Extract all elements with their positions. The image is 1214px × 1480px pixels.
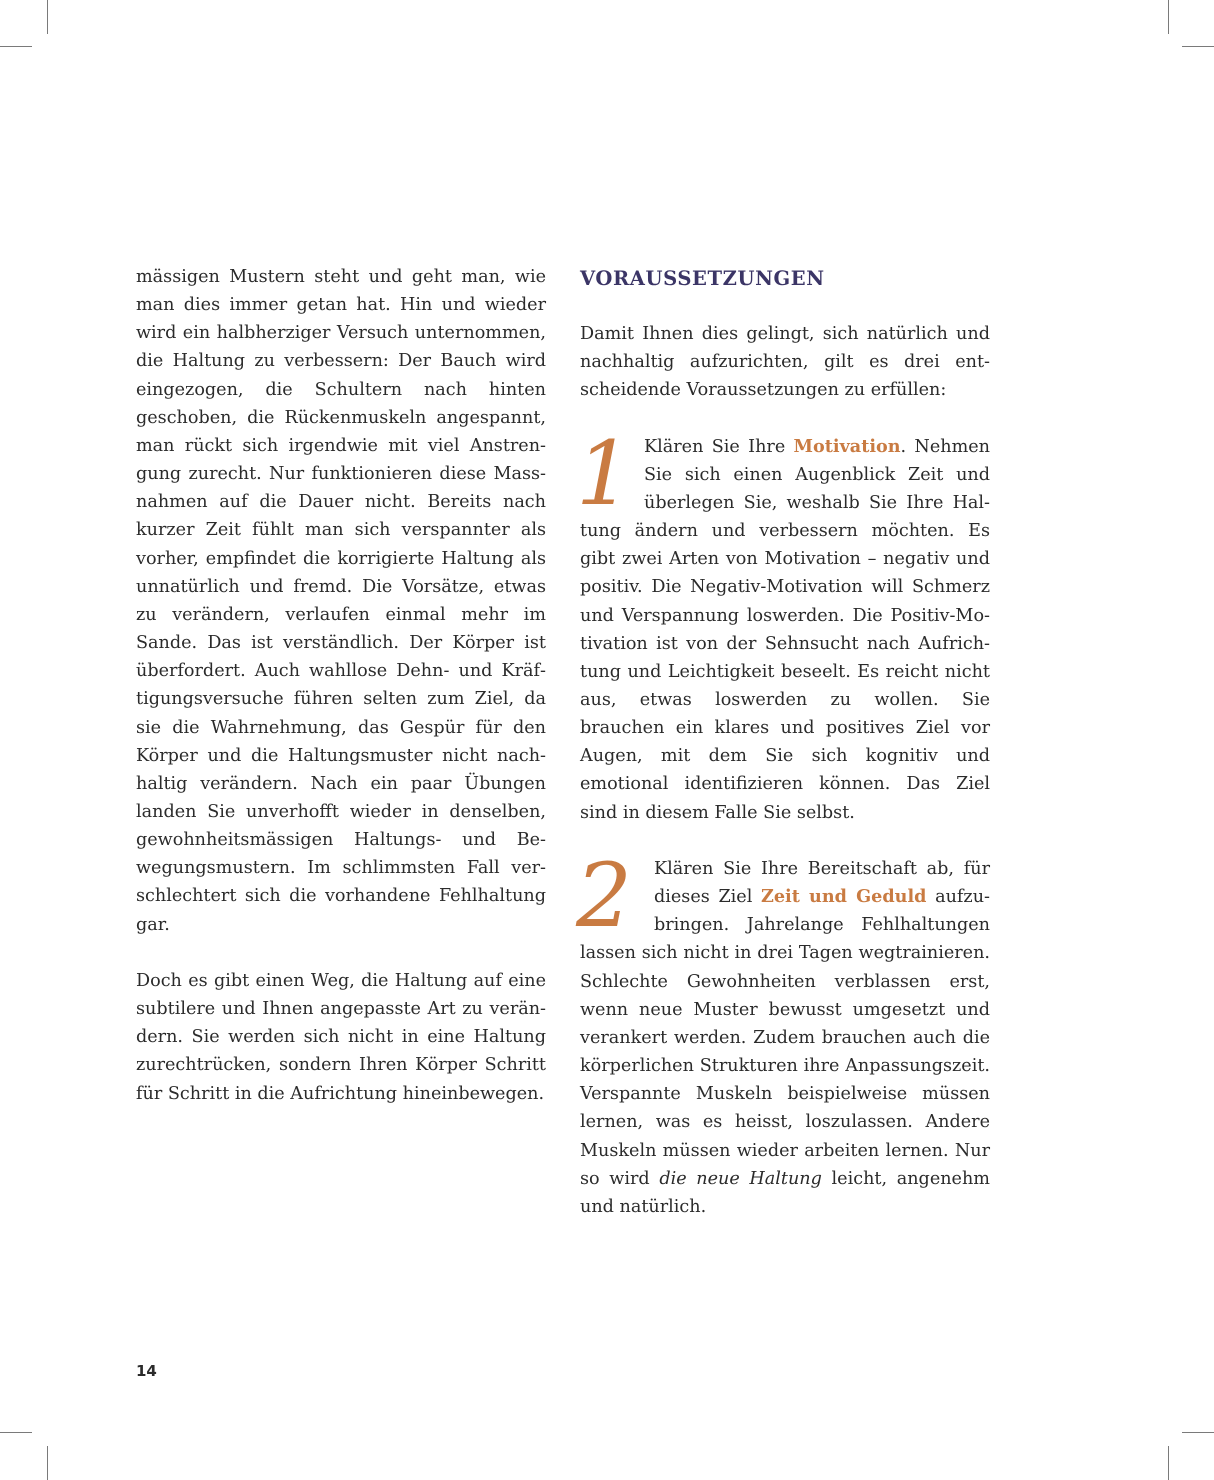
right-column	[576, 263, 990, 1221]
section-heading: VORAUSSETZUNGEN	[580, 267, 825, 290]
crop-mark	[1168, 1446, 1169, 1480]
item-text-start: Klären Sie Ihre Bereitschaft ab, für dieses Ziel	[654, 858, 990, 908]
intro-paragraph: Damit Ihnen dies gelingt, sich natürlich und nachhaltig aufzurichten, gilt es drei entscheidende Voraussetzungen zu erfüllen:	[580, 324, 990, 401]
crop-mark	[1182, 1432, 1214, 1433]
item-number: 1	[576, 421, 632, 525]
crop-mark	[0, 46, 32, 47]
item-text-end: leicht, angenehm und natürlich.	[580, 1168, 990, 1217]
crop-mark	[47, 0, 48, 34]
item-text-rest: aufzubringen. Jahrelange Fehlhaltungen lassen sich nicht in drei Tagen wegtrainieren. Schlechte Gewohnheiten verblassen erst, wenn neue Muster bewusst umgesetzt und verankert werden. Zudem brauchen auch die körperlichen Strukturen ihre Anpassungszeit. Verspannte Muskeln beispielweise müssen lernen, was es heisst, loszulassen. Andere Muskeln müssen wieder arbeiten lernen. Nur so wird	[580, 887, 990, 1189]
emphasis-phrase: die neue Haltung	[659, 1168, 822, 1189]
item-text-start: Klären Sie Ihre	[644, 436, 794, 457]
highlight-term: Motivation	[793, 435, 901, 457]
list-item	[576, 843, 990, 1221]
crop-mark	[0, 1432, 32, 1433]
left-column	[136, 263, 546, 1108]
list-item	[576, 421, 990, 827]
item-text-rest: . Nehmen Sie sich einen Augenblick Zeit und überlegen Sie, weshalb Sie Ihre Haltung ändern und verbessern möchten. Es gibt zwei Arten von Motivation – negativ und positiv. Die Negativ-Motivation will Schmerz und Verspannung loswerden. Die Positiv-Motivation ist von der Sehnsucht nach Aufrichtung und Leichtigkeit beseelt. Es reicht nicht aus, etwas loswerden zu wollen. Sie brauchen ein klares und positives Ziel vor Augen, mit dem Sie sich kognitiv und emotional identifizieren können. Das Ziel sind in diesem Falle Sie selbst.	[580, 436, 990, 823]
item-text	[580, 855, 990, 1221]
page-number: 14	[136, 1362, 157, 1380]
highlight-term: Zeit und Geduld	[761, 886, 927, 908]
item-text	[580, 433, 990, 827]
body-paragraph: mässigen Mustern steht und geht man, wie man dies immer getan hat. Hin und wieder wird ein halbherziger Versuch unternommen, die Haltung zu verbessern: Der Bauch wird eingezogen, die Schultern nach hinten geschoben, die Rückenmuskeln angespannt, man rückt sich irgendwie mit viel Anstrengung zurecht. Nur funktionieren diese Massnahmen auf die Dauer nicht. Bereits nach kurzer Zeit fühlt man sich verspannter als vorher, empfindet die korrigierte Haltung als unnatürlich und fremd. Die Vorsätze, etwas zu verändern, verlaufen einmal mehr im Sande. Das ist verständlich. Der Körper ist überfordert. Auch wahllose Dehn- und Kräftigungsversuche führen selten zum Ziel, da sie die Wahrnehmung, das Gespür für den Körper und die Haltungsmuster nicht nachhaltig verändern. Nach ein paar Übungen landen Sie unverhofft wieder in denselben, gewohnheitsmässigen Haltungs- und Bewegungsmustern. Im schlimmsten Fall verschlechtert sich die vorhandene Fehlhaltung gar.	[136, 267, 546, 935]
body-paragraph: Doch es gibt einen Weg, die Haltung auf eine subtilere und Ihnen angepasste Art zu verändern. Sie werden sich nicht in eine Haltung zurechtrücken, sondern Ihren Körper Schritt für Schritt in die Aufrichtung hineinbewegen.	[136, 970, 546, 1104]
crop-mark	[47, 1446, 48, 1480]
item-number: 2	[576, 843, 632, 947]
crop-mark	[1168, 0, 1169, 34]
crop-mark	[1182, 46, 1214, 47]
